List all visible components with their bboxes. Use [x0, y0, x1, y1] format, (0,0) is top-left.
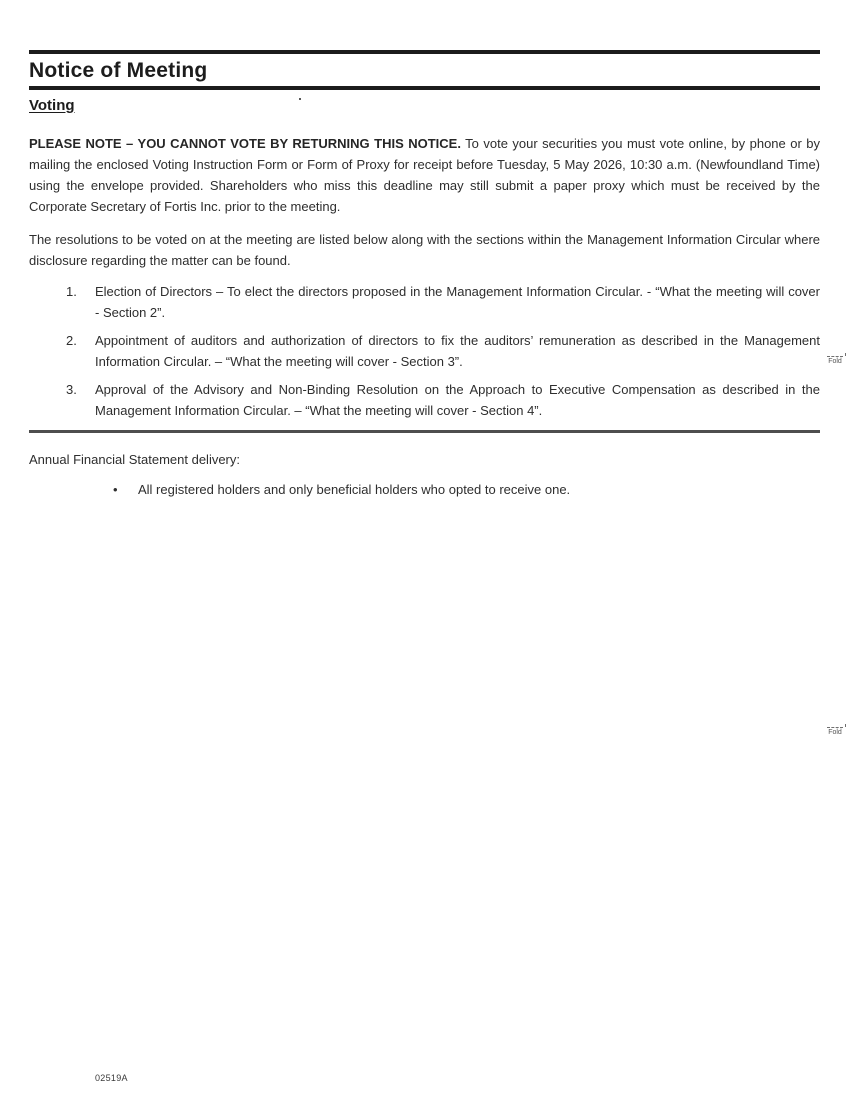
resolutions-list: [29, 281, 820, 421]
resolution-number-1: 1.: [66, 284, 77, 299]
voting-notice-paragraph: [29, 133, 820, 217]
footer-document-code: 02519A: [95, 1073, 128, 1083]
resolution-number-2: 2.: [66, 333, 77, 348]
annual-statement-item-text: All registered holders and only beneficial holders who opted to receive one.: [138, 481, 571, 497]
fold-marker-bottom: Fold: [828, 729, 842, 736]
resolution-item-2: [29, 330, 820, 372]
resolution-number-3: 3.: [66, 382, 77, 397]
resolution-text-2: Appointment of auditors and authorization of directors to fix the auditors’ remuneration as described in the Management Information Circular. – “What the meeting will cover - Section 3”.: [95, 333, 820, 369]
annual-statement-label: Annual Financial Statement delivery:: [29, 451, 241, 467]
title-rule-bottom: [29, 86, 820, 90]
content-area: [29, 0, 820, 500]
stray-dot-artifact: [299, 98, 301, 100]
annual-statement-list: [29, 479, 820, 500]
resolution-item-1: [29, 281, 820, 323]
section-divider-rule: [29, 430, 820, 433]
resolutions-intro-paragraph: The resolutions to be voted on at the meeting are listed below along with the sections within the Management Information Circular where disclosure regarding the matter can be found.: [29, 232, 820, 268]
resolution-text-3: Approval of the Advisory and Non-Binding Resolution on the Approach to Executive Compensation as described in the Management Information Circular. – “What the meeting will cover - Section 4”.: [95, 382, 820, 418]
voting-section-heading: Voting: [29, 97, 75, 114]
fold-marker-top: Fold: [828, 358, 842, 365]
title-rule-top: [29, 50, 820, 54]
resolution-item-3: [29, 379, 820, 421]
voting-notice-body: To vote your securities you must vote online, by phone or by mailing the enclosed Voting Instruction Form or Form of Proxy for receipt before Tuesday, 5 May 2026, 10:30 a.m. (Newfoundland Time) using the envelope provided. Shareholders who miss this deadline may still submit a paper proxy which must be received by the Corporate Secretary of Fortis Inc. prior to the meeting.: [29, 136, 820, 214]
page-title: Notice of Meeting: [29, 59, 208, 82]
annual-statement-item: [29, 479, 820, 500]
bullet-icon: •: [113, 481, 118, 497]
voting-notice-bold-lead: PLEASE NOTE – YOU CANNOT VOTE BY RETURNING THIS NOTICE.: [29, 136, 461, 151]
resolution-text-1: Election of Directors – To elect the directors proposed in the Management Information Circular. - “What the meeting will cover - Section 2”.: [95, 284, 820, 320]
